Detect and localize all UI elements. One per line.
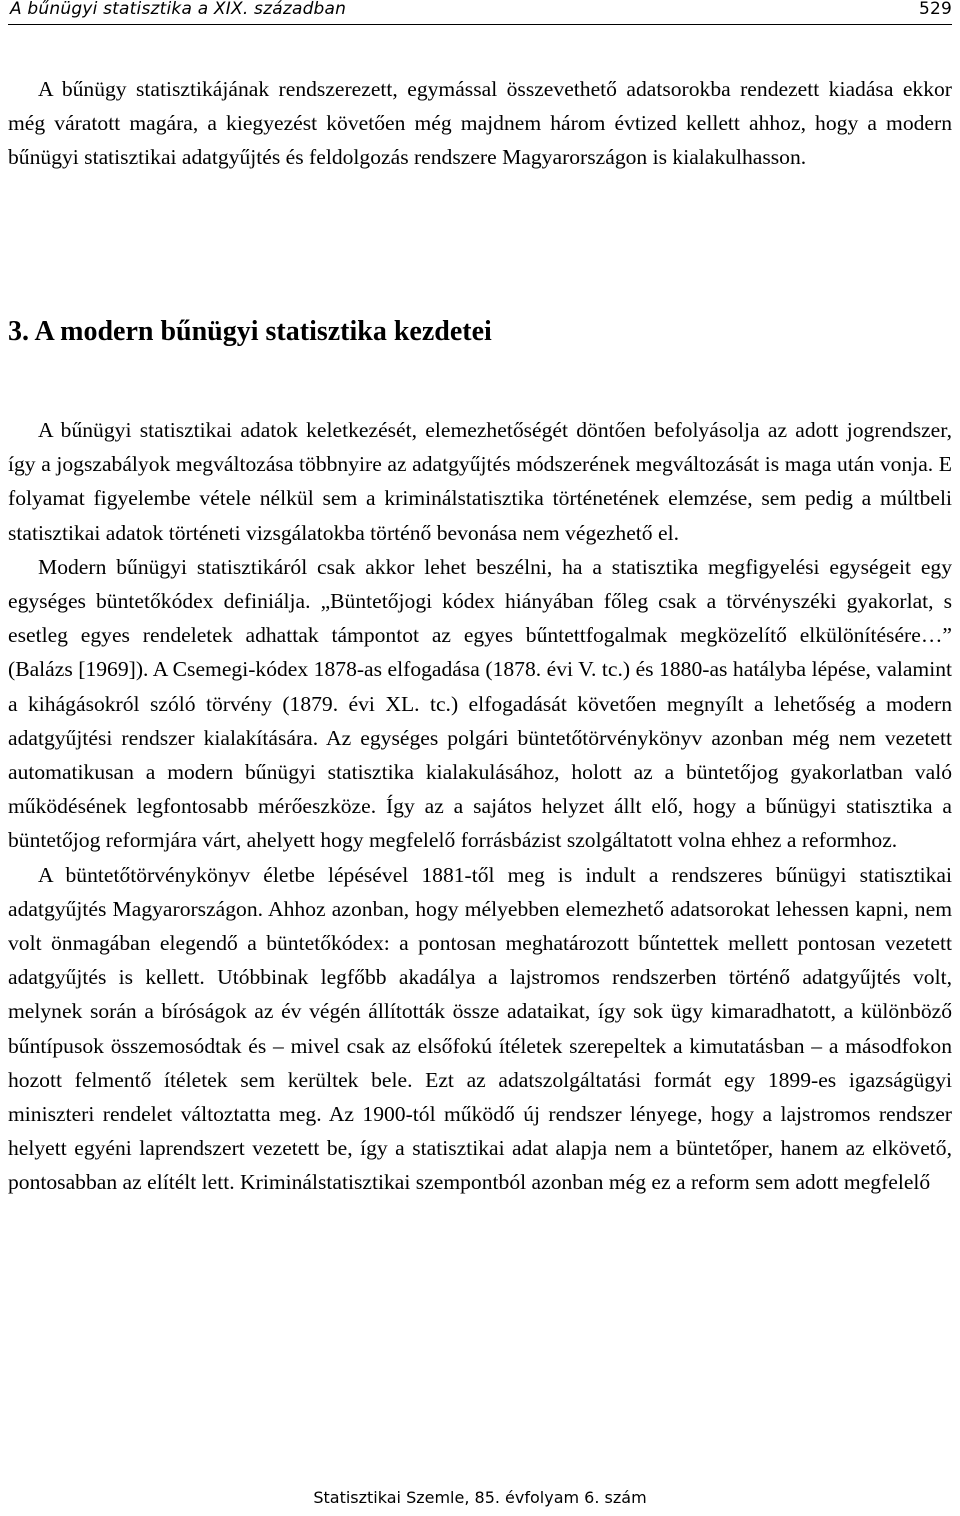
section-body <box>8 413 952 1200</box>
running-header <box>8 0 952 25</box>
intro-paragraph: A bűnügy statisztikájának rendszerezett, egymással összevethető adatsorokba rendezett kiadása ekkor még váratott magára, a kiegyezést követően még majdnem három évtized kellett ahhoz, hogy a modern bűnügyi statisztikai adatgyűjtés és feldolgozás rendszere Magyarországon is kialakulhasson. <box>8 77 952 170</box>
section-paragraph-1: A bűnügyi statisztikai adatok keletkezését, elemezhetőségét döntően befolyásolja az adott jogrendszer, így a jogszabályok megváltozása többnyire az adatgyűjtés módszerének megváltozását is maga után vonja. E folyamat figyelembe vétele nélkül sem a kriminálstatisztika történetének elemzése, sem pedig a múltbeli statisztikai adatok történeti vizsgálatokba történő bevonása nem végezhető el. <box>8 418 952 545</box>
section-paragraph-2: Modern bűnügyi statisztikáról csak akkor lehet beszélni, ha a statisztika megfigyelési egységeit egy egységes büntetőkódex definiálja. „Büntetőjogi kódex hiányában főleg csak a törvényszéki gyakorlat, s esetleg egyes rendeletek adhattak támpontot az egyes bűntettfogalmak megközelítő elkülönítésére…” (Balázs [1969]). A Csemegi-kódex 1878-as elfogadása (1878. évi V. tc.) és 1880-as hatályba lépése, valamint a kihágásokról szóló törvény (1879. évi XL. tc.) elfogadását követően megnyílt a lehetőség a modern adatgyűjtési rendszer kialakítására. Az egységes polgári büntetőtörvénykönyv azonban még nem vezetett automatikusan a modern bűnügyi statisztika kialakulásához, holott az a büntetőjog gyakorlatban való működésének legfontosabb mérőeszköze. Így az a sajátos helyzet állt elő, hogy a bűnügyi statisztika a büntetőjog reformjára várt, ahelyett hogy megfelelő forrásbázist szolgáltatott volna ehhez a reformhoz. <box>8 554 952 853</box>
section-paragraph-3: A büntetőtörvénykönyv életbe lépésével 1881-től meg is indult a rendszeres bűnügyi statisztikai adatgyűjtés Magyarországon. Ahhoz azonban, hogy mélyebben elemezhető adatsorokat lehessen kapni, nem volt önmagában elegendő a büntetőkódex: a pontosan meghatározott bűntettek mellett pontosan vezetett adatgyűjtés is kellett. Utóbbinak legfőbb akadálya a lajstromos rendszerben történő adatgyűjtés volt, melynek során a bíróságok az év végén állították össze adataikat, így sok ügy kimaradhatott, a különböző bűntípusok összemosódtak és – mivel csak az elsőfokú ítéletek szerepeltek a kimutatásban – a másodfokon hozott felmentő ítéletek sem kerültek bele. Ezt az adatszolgáltatási formát egy 1899-es igazságügyi miniszteri rendelet változtatta meg. Az 1900-tól működő új rendszer lényege, hogy a lajstromos rendszer helyett egyéni laprendszert vezetett be, így a statisztikai adat alapja nem a büntetőper, hanem az elkövető, pontosabban az elítélt lett. Kriminálstatisztikai szempontból azonban még ez a reform sem adott megfelelő <box>8 862 952 1195</box>
intro-text <box>8 72 952 175</box>
page-number: 529 <box>918 0 952 19</box>
journal-footer: Statisztikai Szemle, 85. évfolyam 6. szám <box>313 1488 647 1507</box>
running-header-title: A bűnügyi statisztika a XIX. században <box>10 0 347 19</box>
section-title: 3. A modern bűnügyi statisztika kezdetei <box>8 316 492 347</box>
